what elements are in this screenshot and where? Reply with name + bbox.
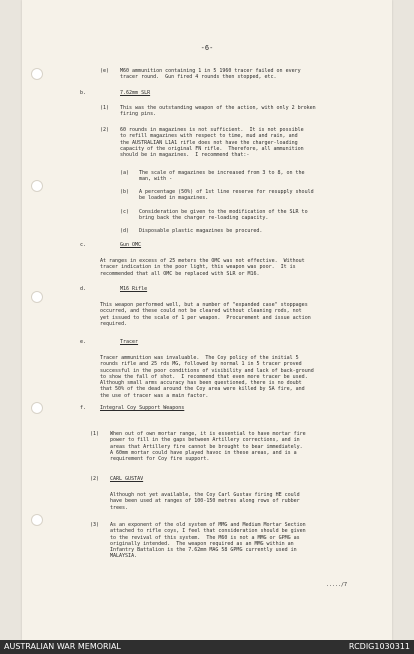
item-number: (d) (120, 228, 130, 234)
paragraph: Tracer ammunition was invaluable. The Coy policy of the initial 5 rounds rifle and 25 rds MG, followed by normal 1 in 5 tracer proved successful in the poor conditions of visibility and lack of back-ground to show the fall of shot. I recommend that even more tracer be used. Although small arms accuracy has been questioned, there is no doubt that 50% of the dead around the Coy area were killed by SA fire, and the use of tracer was a main factor. (100, 355, 314, 399)
paragraph: Although not yet available, the Coy Carl Gustav firing HE could have been used at ranges of 100-150 metres along rows of rubber trees. (110, 492, 300, 511)
paragraph: This was the outstanding weapon of the action, with only 2 broken firing pins. (120, 105, 316, 118)
paragraph: This weapon performed well, but a number of "expanded case" stoppages occurred, and these could not be cleared without cleaning rods, not yet issued to the scale of 1 per weapon. Procurement and issue action required. (100, 302, 311, 327)
document-page (22, 0, 392, 640)
item-number: (e) (100, 68, 110, 74)
paragraph: The scale of magazines be increased from 3 to 8, on the man, with - (139, 170, 305, 183)
section-letter: c. (80, 242, 87, 248)
paragraph: Consideration be given to the modification of the SLR to bring back the charger re-loading capacity. (139, 209, 308, 222)
section-heading: Integral Coy Support Weapons (100, 405, 185, 411)
page-number: -6- (200, 44, 214, 52)
section-letter: f. (80, 405, 87, 411)
section-letter: b. (80, 90, 87, 96)
item-number: (1) (100, 105, 110, 111)
punch-hole (31, 514, 43, 526)
item-number: (1) (90, 431, 100, 437)
item-number: (3) (90, 522, 100, 528)
section-letter: d. (80, 286, 87, 292)
paragraph: At ranges in excess of 25 meters the OMC was not effective. Without tracer indication in the poor light, this weapon was poor. It is recommended that all OMC be replaced with SLR or M16. (100, 258, 305, 277)
section-heading: M16 Rifle (120, 286, 148, 292)
punch-hole (31, 68, 43, 80)
item-number: (a) (120, 170, 130, 176)
punch-hole (31, 180, 43, 192)
footer-record-id: RCDIG1030311 (348, 642, 410, 651)
sub-heading: CARL GUSTAV (110, 476, 144, 482)
paragraph: M60 ammunition containing 1 in 5 1960 tracer failed on every tracer round. Gun fired 4 rounds then stopped, etc. (120, 68, 301, 81)
section-heading: Tracer (120, 339, 139, 345)
paragraph: 60 rounds in magazines is not sufficient. It is not possible to refill magazines with respect to time, mud and rain, and the AUSTRALIAN L1A1 rifle does not have the charger-loading capacity of the original FN rifle. Therefore, all ammunition should be in magazines. I recommend that:- (120, 127, 304, 159)
section-heading: Gun OMC (120, 242, 142, 248)
paragraph: When out of own mortar range, it is essential to have mortar fire power to fill in the gaps between Artillery corrections, and in areas that Artillery fire cannot be brought to bear immediately. A 60mm mortar could have played havoc in these areas, and is a requirement for Coy fire support. (110, 431, 306, 463)
item-number: (c) (120, 209, 130, 215)
item-number: (2) (90, 476, 100, 482)
item-number: (b) (120, 189, 130, 195)
item-number: (2) (100, 127, 110, 133)
paragraph: A percentage (50%) of 1st line reserve for resupply should be loaded in magazines. (139, 189, 314, 202)
archive-footer-bar (0, 640, 414, 654)
section-heading: 7.62mm SLR (120, 90, 151, 96)
footer-source: AUSTRALIAN WAR MEMORIAL (4, 642, 121, 651)
continuation-mark: ...../7 (326, 582, 348, 588)
paragraph: As an exponent of the old system of MMG and Medium Mortar Section attached to rifle coys, I feel that consideration should be given to the revival of this system. The M60 is not a MMG or GPMG as originally intended. The weapon required as an MMG within an Infantry Battalion is the 7.62mm MAG 58 GPMG currently used in MALAYSIA. (110, 522, 306, 560)
punch-hole (31, 291, 43, 303)
section-letter: e. (80, 339, 87, 345)
paragraph: Disposable plastic magazines be procured. (139, 228, 263, 234)
punch-hole (31, 402, 43, 414)
